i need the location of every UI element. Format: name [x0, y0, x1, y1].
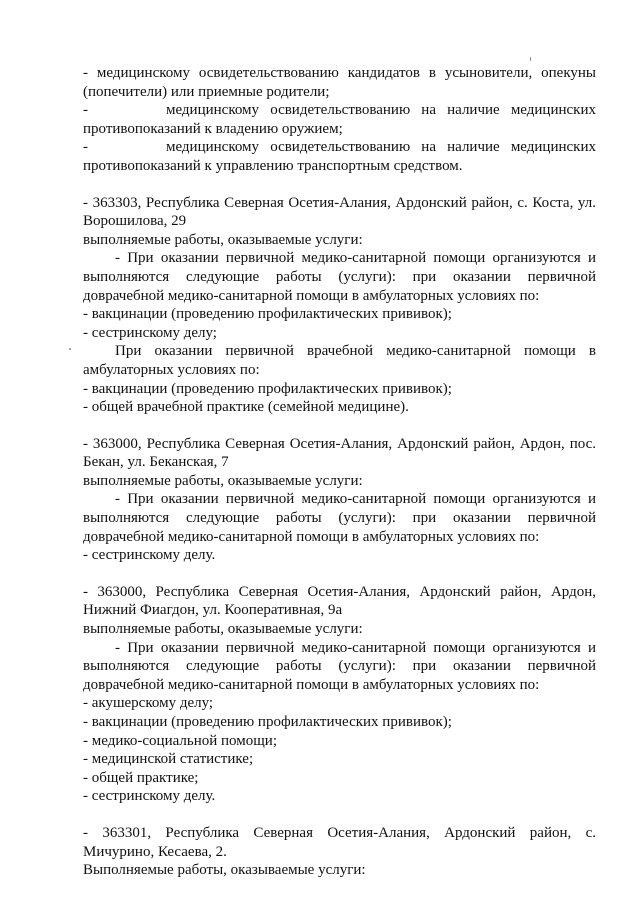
text-line: - 363000, Республика Северная Осетия-Алания, Ардонский район, Ардон, пос.	[83, 435, 596, 452]
text-line: - вакцинации (проведению профилактических прививок);	[83, 380, 452, 397]
paragraph-gap	[83, 176, 596, 194]
text-line: - При оказании первичной медико-санитарной помощи организуются и	[115, 250, 596, 267]
document-section	[83, 194, 596, 417]
text-line: Ворошилова, 29	[83, 213, 187, 230]
text-line: - 363301, Республика Северная Осетия-Алания, Ардонский район, с.	[83, 824, 596, 841]
text-line: доврачебной медико-санитарной помощи в амбулаторных условиях по:	[83, 676, 540, 693]
text-line: - акушерскому делу;	[83, 695, 214, 712]
text-line: - вакцинации (проведению профилактических прививок);	[83, 714, 452, 730]
document-body	[83, 64, 596, 880]
text-line: - При оказании первичной медико-санитарной помощи организуются и	[115, 491, 596, 508]
text-line: выполняемые работы, оказываемые услуги:	[83, 231, 363, 248]
document-section	[83, 64, 596, 176]
document-section	[83, 824, 596, 880]
text-line: Выполняемые работы, оказываемые услуги:	[83, 862, 366, 879]
paragraph-gap	[83, 417, 596, 435]
text-line: - 363303, Республика Северная Осетия-Алания, Ардонский район, с. Коста, ул.	[83, 194, 596, 211]
paragraph-gap	[83, 806, 596, 824]
text-line: - сестринскому делу;	[83, 324, 217, 341]
text-line: - медицинскому освидетельствованию на наличие медицинских	[83, 139, 596, 156]
scan-speck	[530, 57, 531, 61]
text-line: доврачебной медико-санитарной помощи в амбулаторных условиях по:	[83, 287, 540, 304]
text-line: противопоказаний к владению оружием;	[83, 120, 343, 137]
text-line: - сестринскому делу.	[83, 788, 216, 805]
document-section	[83, 435, 596, 565]
text-line: выполняются следующие работы (услуги): при оказании первичной	[83, 510, 596, 527]
text-line: - медицинскому освидетельствованию на наличие медицинских	[83, 102, 596, 119]
text-line: - медицинскому освидетельствованию кандидатов в усыновители, опекуны	[83, 65, 596, 81]
document-page	[83, 64, 596, 880]
text-line: выполняемые работы, оказываемые услуги:	[83, 472, 363, 489]
text-line: - При оказании первичной медико-санитарной помощи организуются и	[115, 639, 596, 656]
text-line: Бекан, ул. Беканская, 7	[83, 454, 229, 471]
text-line: амбулаторных условиях по:	[83, 361, 260, 378]
text-line: - медико-социальной помощи;	[83, 732, 277, 749]
text-line: (попечители) или приемные родители;	[83, 83, 330, 100]
text-line: - сестринскому делу.	[83, 547, 216, 564]
text-line: - медицинской статистике;	[83, 751, 254, 768]
text-line: доврачебной медико-санитарной помощи в амбулаторных условиях по:	[83, 528, 540, 545]
scan-speck	[69, 348, 71, 350]
text-line: При оказании первичной врачебной медико-санитарной помощи в	[115, 343, 596, 360]
text-line: - 363000, Республика Северная Осетия-Алания, Ардонский район, Ардон,	[83, 583, 596, 600]
text-line: выполняются следующие работы (услуги): при оказании первичной	[83, 658, 596, 675]
text-line: противопоказаний к управлению транспортным средством.	[83, 157, 463, 174]
text-line: выполняются следующие работы (услуги): при оказании первичной	[83, 268, 596, 285]
text-line: - общей практике;	[83, 769, 199, 786]
text-line: выполняемые работы, оказываемые услуги:	[83, 621, 363, 638]
text-line: Нижний Фиагдон, ул. Кооперативная, 9а	[83, 602, 343, 619]
text-line: - общей врачебной практике (семейной медицине).	[83, 399, 409, 416]
text-line: Мичурино, Кесаева, 2.	[83, 843, 227, 860]
paragraph-gap	[83, 565, 596, 583]
document-section	[83, 583, 596, 806]
text-line: - вакцинации (проведению профилактических прививок);	[83, 306, 452, 323]
